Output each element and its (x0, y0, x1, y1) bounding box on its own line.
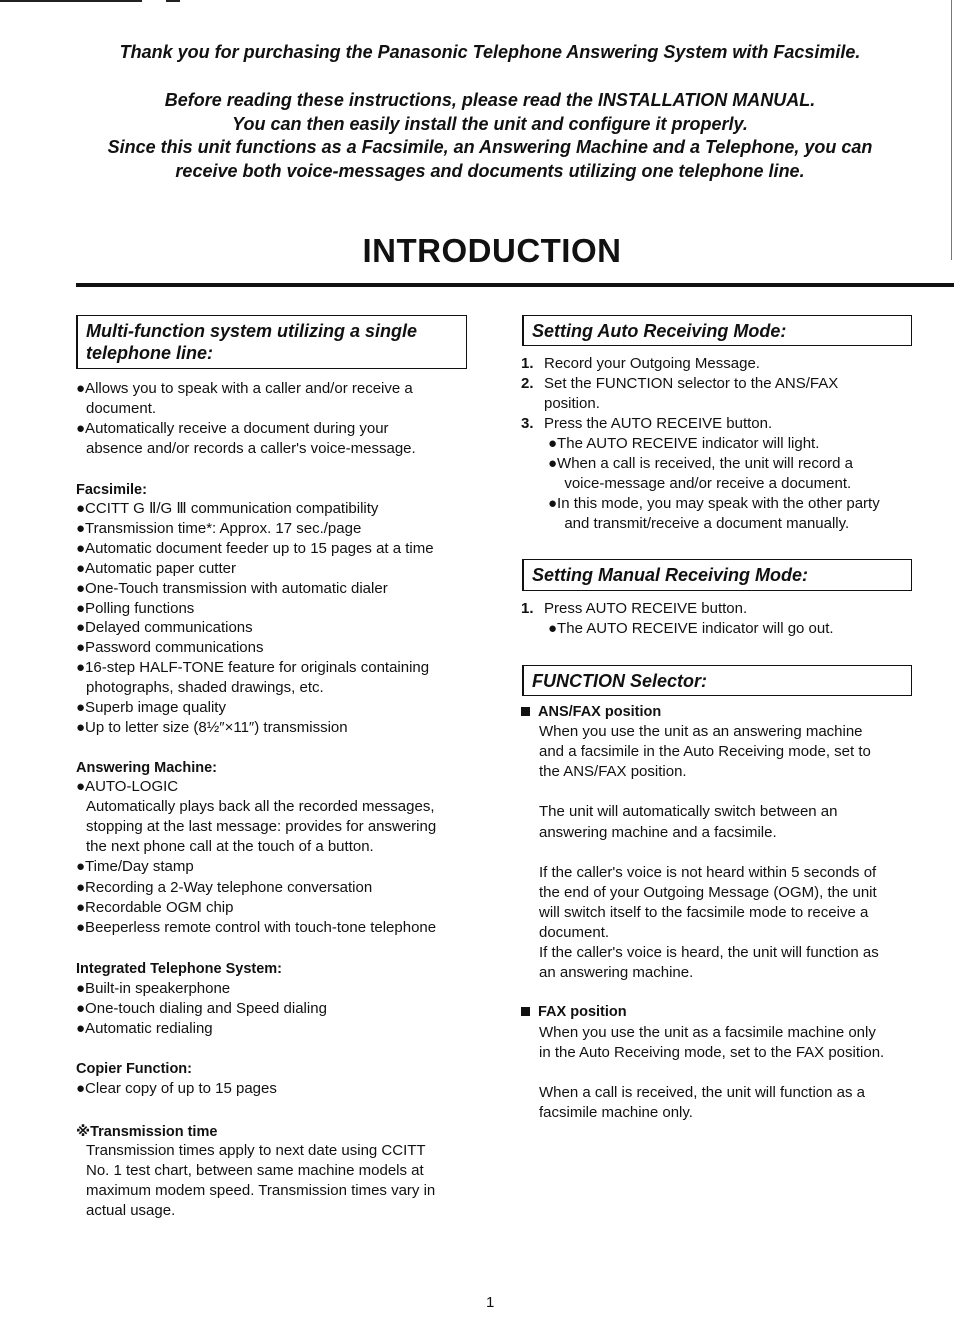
page-edge (951, 0, 952, 260)
numbered-step (521, 474, 851, 494)
fax-description-line: in the Auto Receiving mode, set to the FAX position. (539, 1044, 885, 1061)
facsimile-feature: ●Automatic paper cutter (76, 559, 236, 577)
ansfax-description-line: the ANS/FAX position. (539, 763, 687, 781)
ansfax-description-line: If the caller's voice is heard, the unit will function as (539, 944, 879, 962)
step-number: 2. (521, 375, 534, 392)
box-heading-line: telephone line: (86, 343, 214, 363)
facsimile-feature: ●Polling functions (76, 599, 195, 617)
facsimile-feature: ●CCITT G Ⅱ/G Ⅲ communication compatibility (76, 500, 379, 517)
transmission-note-heading: ※Transmission time (76, 1124, 218, 1140)
transmission-note-line: No. 1 test chart, between same machine models at (86, 1162, 424, 1179)
before-line: receive both voice-messages and documents utilizing one telephone line. (175, 160, 805, 181)
step-text: ●When a call is received, the unit will record a (548, 455, 854, 472)
ansfax-description-line: If the caller's voice is not heard within 5 seconds of (539, 863, 877, 881)
multi-function-heading-box (76, 315, 467, 369)
manual-mode-heading-box (522, 559, 912, 591)
answering-feature: stopping at the last message: provides for answering (86, 818, 437, 836)
feature-line: absence and/or records a caller's voice-message. (86, 440, 416, 457)
telephone-feature: ●One-touch dialing and Speed dialing (76, 1000, 327, 1017)
answering-feature: ●Time/Day stamp (76, 858, 194, 876)
step-text: voice-message and/or receive a document. (556, 475, 852, 492)
answering-feature: ●Recordable OGM chip (76, 898, 234, 916)
numbered-step (521, 354, 760, 374)
fax-description-line: When a call is received, the unit will function as a (539, 1084, 865, 1101)
step-text: ●The AUTO RECEIVE indicator will go out. (548, 620, 834, 637)
ansfax-description-line: an answering machine. (539, 964, 694, 982)
step-text: Press AUTO RECEIVE button. (544, 600, 748, 617)
fax-description-line: facsimile machine only. (539, 1104, 693, 1121)
transmission-note-line: actual usage. (86, 1202, 176, 1219)
feature-line: document. (86, 400, 157, 417)
ansfax-description-line: and a facsimile in the Auto Receiving mode, set to (539, 743, 871, 761)
numbered-step (521, 619, 834, 639)
auto-mode-heading: Setting Auto Receiving Mode: (532, 321, 787, 341)
answering-feature: Automatically plays back all the recorded messages, (86, 798, 435, 816)
step-number: 1. (521, 355, 534, 372)
transmission-note-line: maximum modem speed. Transmission times vary in (86, 1182, 436, 1199)
numbered-step (521, 374, 838, 394)
numbered-step (521, 414, 772, 434)
facsimile-feature: photographs, shaded drawings, etc. (86, 679, 324, 697)
transmission-note-line: Transmission times apply to next date using CCITT (86, 1142, 426, 1159)
before-line: Before reading these instructions, please read the INSTALLATION MANUAL. (164, 90, 816, 110)
before-line: You can then easily install the unit and configure it properly. (232, 113, 748, 134)
thank-you-text: Thank you for purchasing the Panasonic Telephone Answering System with Facsimile. (119, 42, 861, 62)
page-title: INTRODUCTION (362, 232, 622, 269)
facsimile-feature: ●Automatic document feeder up to 15 pages at a time (76, 539, 434, 557)
step-text: and transmit/receive a document manually. (556, 515, 850, 532)
step-number: 3. (521, 415, 534, 432)
step-text: position. (544, 395, 600, 412)
manual-mode-heading: Setting Manual Receiving Mode: (532, 565, 809, 585)
step-text: ●In this mode, you may speak with the other party (548, 495, 880, 512)
facsimile-feature: ●Transmission time*: Approx. 17 sec./page (76, 519, 362, 537)
answering-feature: the next phone call at the touch of a button. (86, 838, 374, 856)
numbered-step (521, 434, 819, 454)
step-number: 1. (521, 600, 534, 617)
numbered-step (521, 394, 600, 414)
answering-feature: ●Beeperless remote control with touch-tone telephone (76, 918, 437, 936)
telephone-feature: ●Automatic redialing (76, 1020, 213, 1037)
auto-mode-heading-box (522, 315, 912, 346)
ansfax-description-line: answering machine and a facsimile. (539, 823, 777, 841)
before-reading-block (40, 89, 940, 183)
page-number: 1 (486, 1294, 495, 1311)
function-selector-heading: FUNCTION Selector: (532, 671, 708, 691)
telephone-heading: Integrated Telephone System: (76, 961, 282, 977)
before-line: Since this unit functions as a Facsimile, an Answering Machine and a Telephone, you can (107, 137, 873, 157)
ansfax-position-heading: ANS/FAX position (521, 702, 661, 722)
step-text: Press the AUTO RECEIVE button. (544, 415, 773, 432)
answering-feature: ●Recording a 2-Way telephone conversation (76, 878, 373, 896)
fax-position-heading: FAX position (521, 1002, 627, 1022)
step-text: Set the FUNCTION selector to the ANS/FAX (544, 375, 839, 392)
box-heading-line: Multi-function system utilizing a single (86, 321, 418, 341)
step-text: Record your Outgoing Message. (544, 355, 760, 372)
ansfax-description-line: will switch itself to the facsimile mode to receive a (539, 903, 869, 921)
answering-heading: Answering Machine: (76, 760, 217, 776)
ansfax-description-line: The unit will automatically switch between an (539, 803, 838, 821)
numbered-step (521, 454, 853, 474)
facsimile-feature: ●Password communications (76, 639, 264, 657)
feature-line: ●Automatically receive a document during your (76, 420, 389, 437)
title-rule (76, 283, 954, 287)
ansfax-description-line: document. (539, 924, 610, 941)
numbered-step (521, 494, 880, 514)
top-rule-fragment (166, 0, 180, 2)
copier-heading: Copier Function: (76, 1061, 192, 1077)
feature-line: ●Allows you to speak with a caller and/or receive a (76, 380, 413, 397)
top-rule (0, 0, 142, 2)
answering-feature: ●AUTO-LOGIC (76, 778, 179, 795)
copier-feature: ●Clear copy of up to 15 pages (76, 1080, 277, 1097)
step-text: ●The AUTO RECEIVE indicator will light. (548, 435, 820, 452)
numbered-step (521, 514, 849, 534)
facsimile-feature: ●Up to letter size (8½″×11″) transmission (76, 718, 348, 736)
facsimile-feature: ●Delayed communications (76, 619, 253, 637)
facsimile-heading: Facsimile: (76, 482, 147, 498)
numbered-step (521, 599, 747, 619)
facsimile-feature: ●16-step HALF-TONE feature for originals containing (76, 659, 430, 677)
telephone-feature: ●Built-in speakerphone (76, 980, 231, 997)
facsimile-feature: ●One-Touch transmission with automatic dialer (76, 579, 388, 597)
ansfax-description-line: When you use the unit as an answering machine (539, 723, 863, 740)
function-selector-heading-box (522, 665, 912, 696)
thank-you-line (40, 41, 940, 65)
fax-description-line: When you use the unit as a facsimile machine only (539, 1024, 876, 1041)
facsimile-feature: ●Superb image quality (76, 699, 226, 716)
ansfax-description-line: the end of your Outgoing Message (OGM), the unit (539, 883, 877, 901)
